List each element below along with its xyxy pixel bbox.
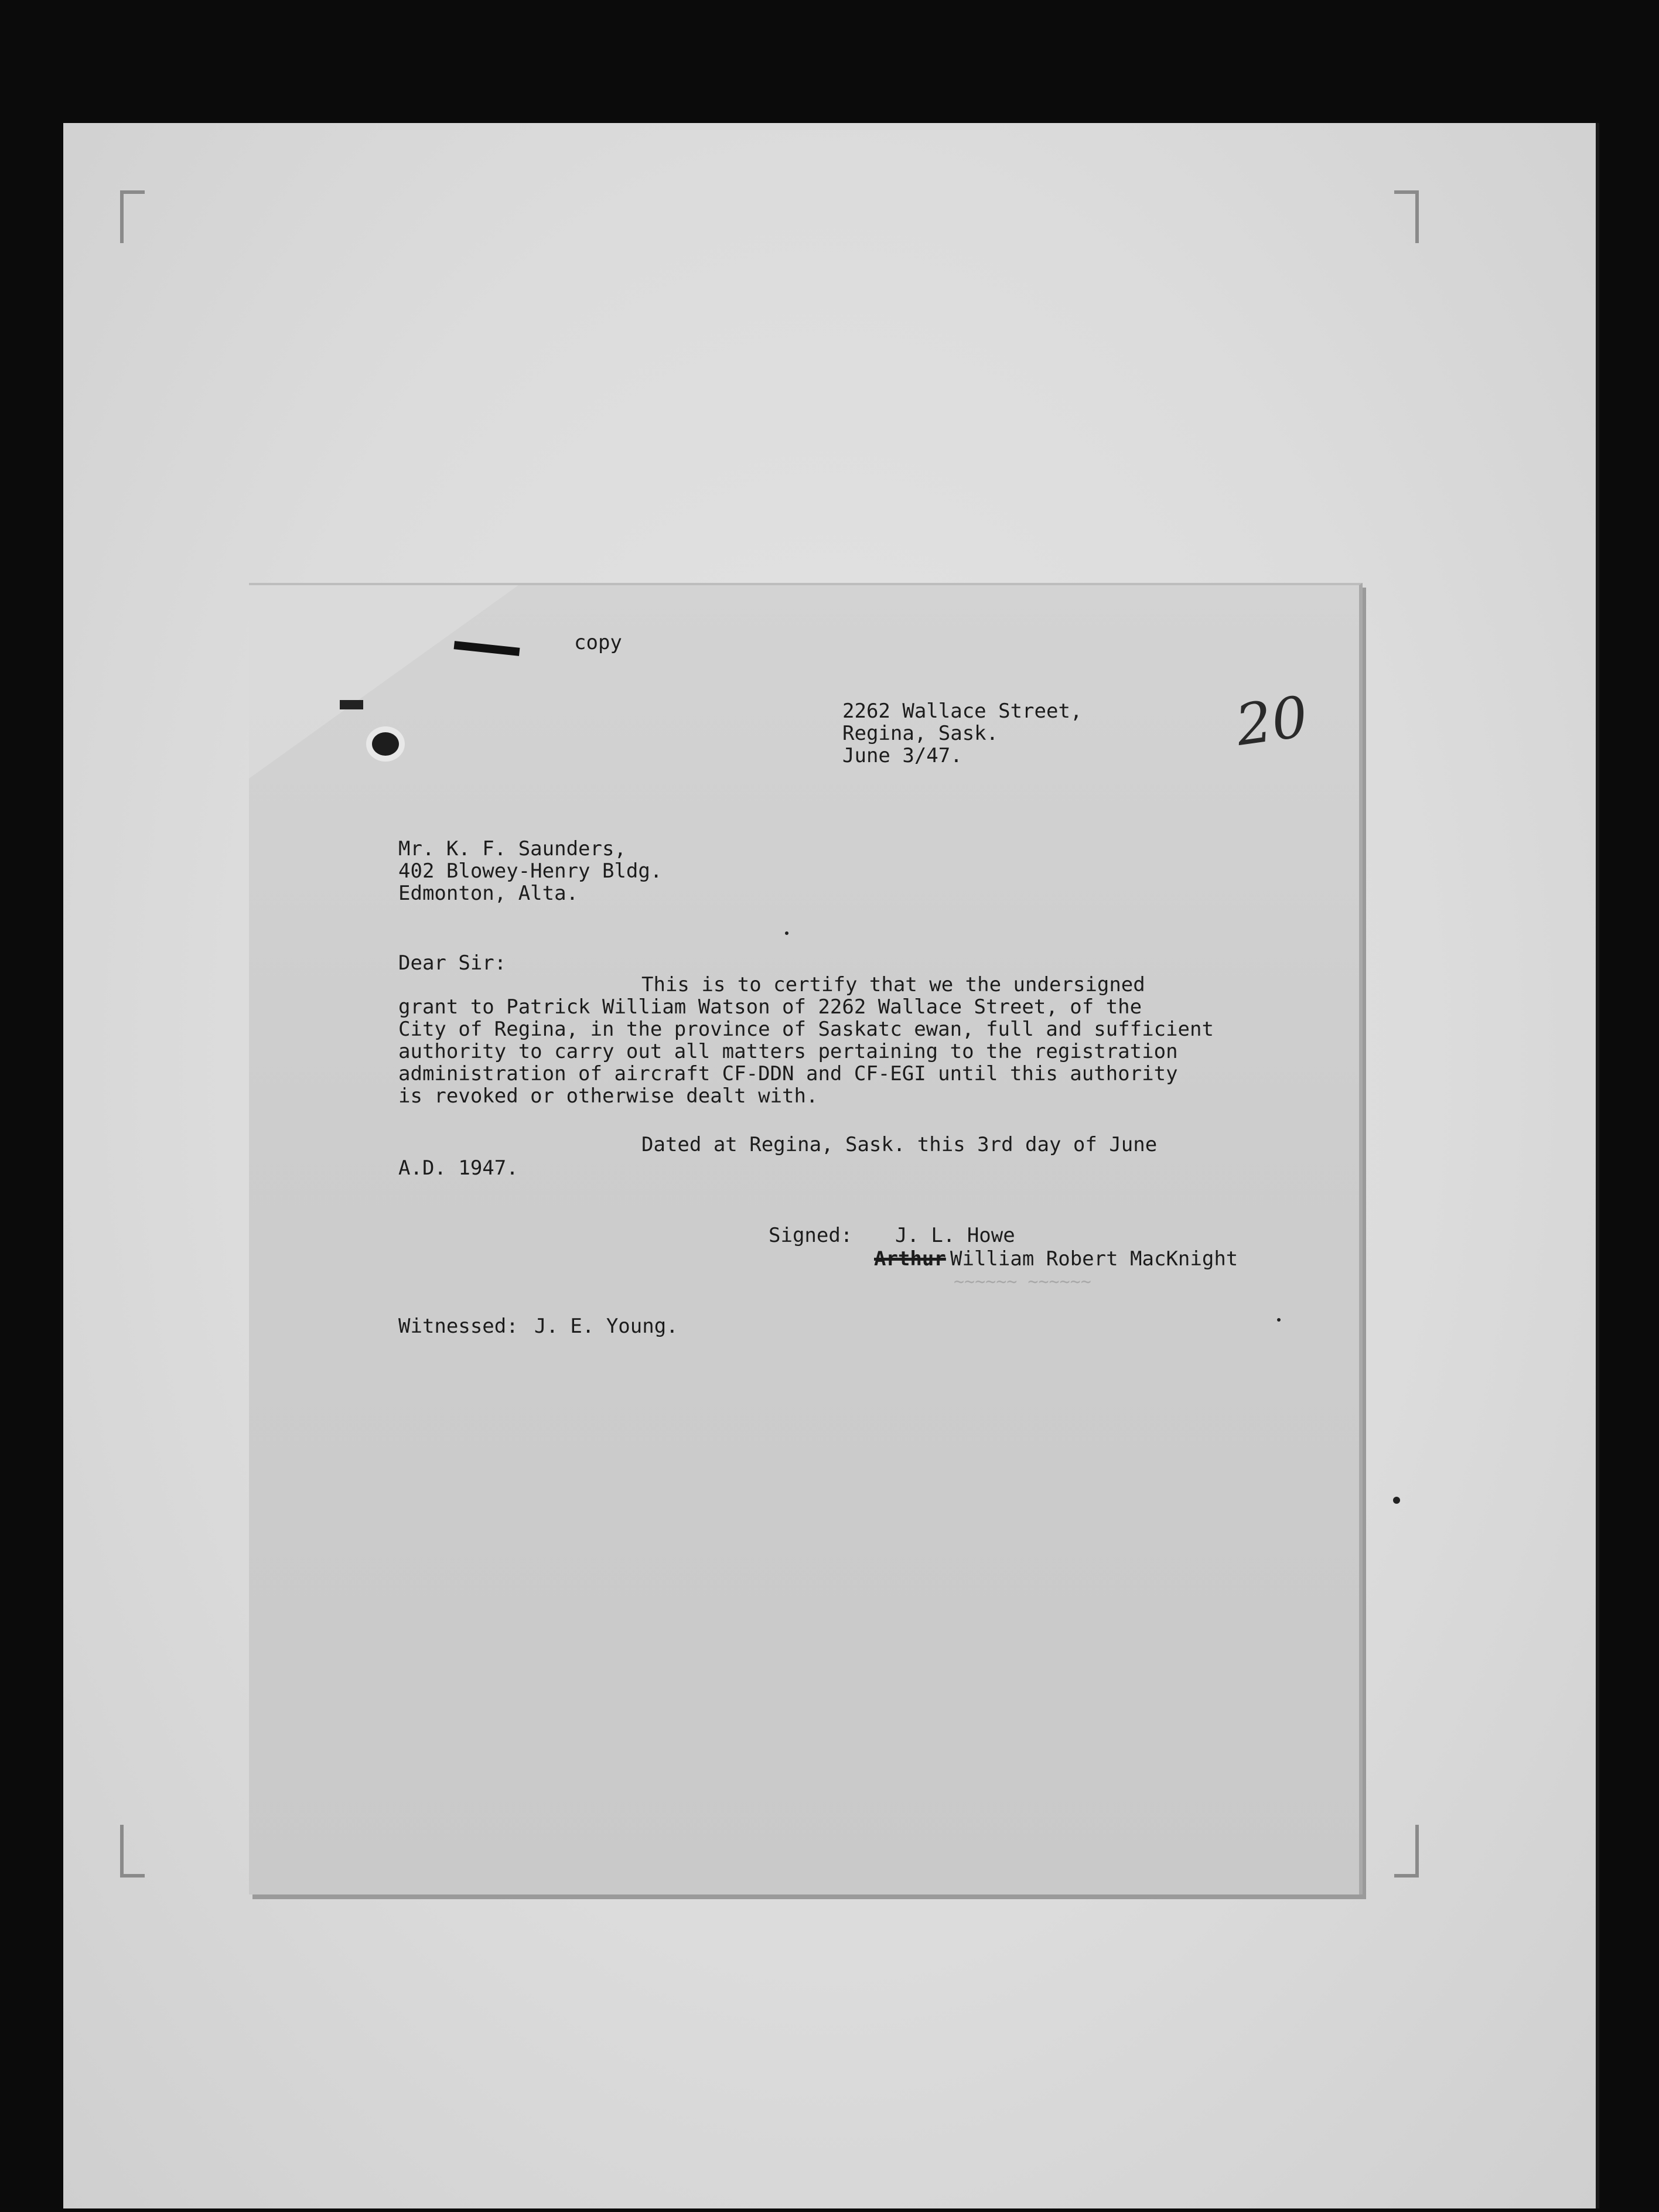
recipient-name: Mr. K. F. Saunders, <box>398 837 626 861</box>
dated-line: Dated at Regina, Sask. this 3rd day of June <box>641 1133 1158 1156</box>
scan-speck <box>1393 1497 1400 1504</box>
body-line-5: administration of aircraft CF-DDN and CF-EGI until this authority <box>398 1062 1178 1085</box>
sender-address-line1: 2262 Wallace Street, <box>842 699 1083 723</box>
witness-name: J. E. Young. <box>534 1315 678 1338</box>
recipient-line2: 402 Blowey-Henry Bldg. <box>398 859 663 883</box>
recipient-line3: Edmonton, Alta. <box>398 882 579 905</box>
crop-mark-top-right <box>1394 190 1419 243</box>
body-line-4: authority to carry out all matters pertaining to the registration <box>398 1040 1178 1063</box>
handwritten-page-number: 20 <box>1231 684 1312 759</box>
scan-speck <box>1277 1318 1281 1322</box>
recipient-address <box>398 838 662 904</box>
scan-speck <box>785 931 788 935</box>
sender-address <box>842 700 1082 767</box>
salutation: Dear Sir: <box>398 951 507 975</box>
body-line-1: This is to certify that we the undersigned <box>641 973 1145 996</box>
body-line-2: grant to Patrick William Watson of 2262 Wallace Street, of the <box>398 995 1142 1019</box>
struck-out-name: Arthur <box>874 1247 946 1271</box>
signer-name-2: William Robert MacKnight <box>950 1247 1238 1271</box>
crop-mark-top-left <box>120 190 145 243</box>
crop-mark-bottom-right <box>1394 1825 1419 1878</box>
witnessed-label: Witnessed: <box>398 1315 518 1338</box>
letter-date: June 3/47. <box>842 744 962 767</box>
punch-hole <box>372 732 399 756</box>
body-line-6: is revoked or otherwise dealt with. <box>398 1084 818 1108</box>
sender-address-line2: Regina, Sask. <box>842 722 999 745</box>
body-line-3: City of Regina, in the province of Saskatc ewan, full and sufficient <box>398 1018 1214 1041</box>
body-paragraph <box>398 996 1214 1107</box>
copy-label: copy <box>574 631 622 654</box>
faint-illegible-line: ~~~~~~ ~~~~~~ <box>954 1272 1091 1292</box>
dated-year: A.D. 1947. <box>398 1156 518 1180</box>
crop-mark-bottom-left <box>120 1825 145 1878</box>
signed-label: Signed: <box>769 1224 853 1247</box>
staple-mark-small <box>340 700 363 709</box>
signer-name-1: J. L. Howe <box>895 1224 1015 1247</box>
